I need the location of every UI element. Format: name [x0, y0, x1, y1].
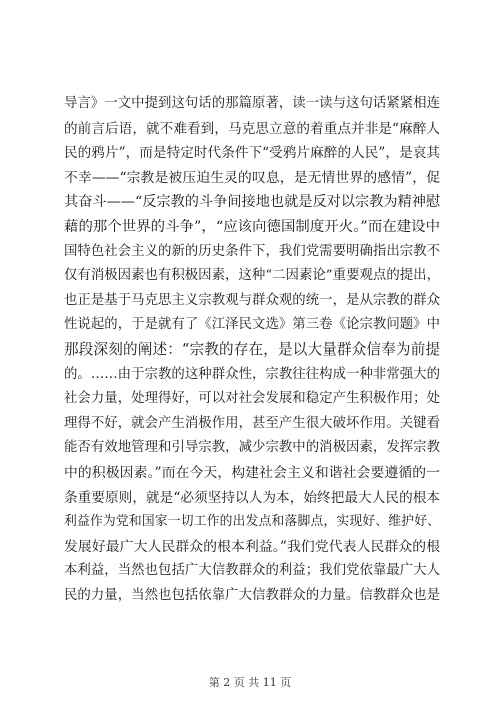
text-line: 国特色社会主义的新的历史条件下，我们党需要明确指出宗教不 [64, 243, 440, 259]
text-line: 藉的那个世界的斗争”，“应该向德国制度开火。”而在建设中 [64, 218, 440, 235]
text-line: 民的鸦片”，而是特定时代条件下“受鸦片麻醉的人民”，是哀其 [64, 145, 440, 162]
text-line: 的。……由于宗教的这种群众性，宗教往往构成一种非常强大的 [64, 366, 440, 382]
text-line: 那段深刻的阐述：“宗教的存在，是以大量群众信奉为前提 [64, 340, 440, 358]
text-line: 能否有效地管理和引导宗教，减少宗教中的消极因素，发挥宗教 [64, 440, 440, 456]
text-line: 导言》一文中提到这句话的那篇原著，读一读与这句话紧紧相连 [64, 96, 440, 111]
body-text [64, 92, 440, 608]
text-line: 利益作为党和国家一切工作的出发点和落脚点，实现好、维护好、 [64, 514, 440, 530]
text-line: 民的力量，当然也包括依靠广大信教群众的力量。信教群众也是 [64, 587, 440, 603]
page-footer [0, 676, 500, 690]
page-number-label: 第 2 页 共 11 页 [208, 676, 292, 689]
text-line: 不幸——“宗教是被压迫生灵的叹息，是无情世界的感情”，促 [64, 169, 440, 186]
text-line: 中的积极因素。”而在今天，构建社会主义和谐社会要遵循的一 [64, 464, 440, 481]
text-line: 性说起的，于是就有了《江泽民文选》第三卷《论宗教问题》中 [64, 317, 440, 333]
text-line: 的前言后语，就不难看到，马克思立意的着重点并非是“麻醉人 [64, 120, 440, 137]
text-line: 也正是基于马克思主义宗教观与群众观的统一，是从宗教的群众 [64, 292, 440, 308]
text-line: 仅有消极因素也有积极因素，这种“二因素论”重要观点的提出， [64, 268, 440, 284]
text-line: 条重要原则，就是“必须坚持以人为本，始终把最大人民的根本 [64, 489, 440, 506]
text-line: 其奋斗——“反宗教的斗争间接地也就是反对以宗教为精神慰 [64, 194, 440, 211]
text-line: 本利益，当然也包括广大信教群众的利益；我们党依靠最广大人 [64, 563, 440, 579]
text-line: 发展好最广大人民群众的根本利益。”我们党代表人民群众的根 [64, 538, 440, 555]
text-line: 理得不好，就会产生消极作用，甚至产生很大破坏作用。关键看 [64, 415, 440, 431]
text-line: 社会力量，处理得好，可以对社会发展和稳定产生积极作用；处 [64, 391, 440, 407]
